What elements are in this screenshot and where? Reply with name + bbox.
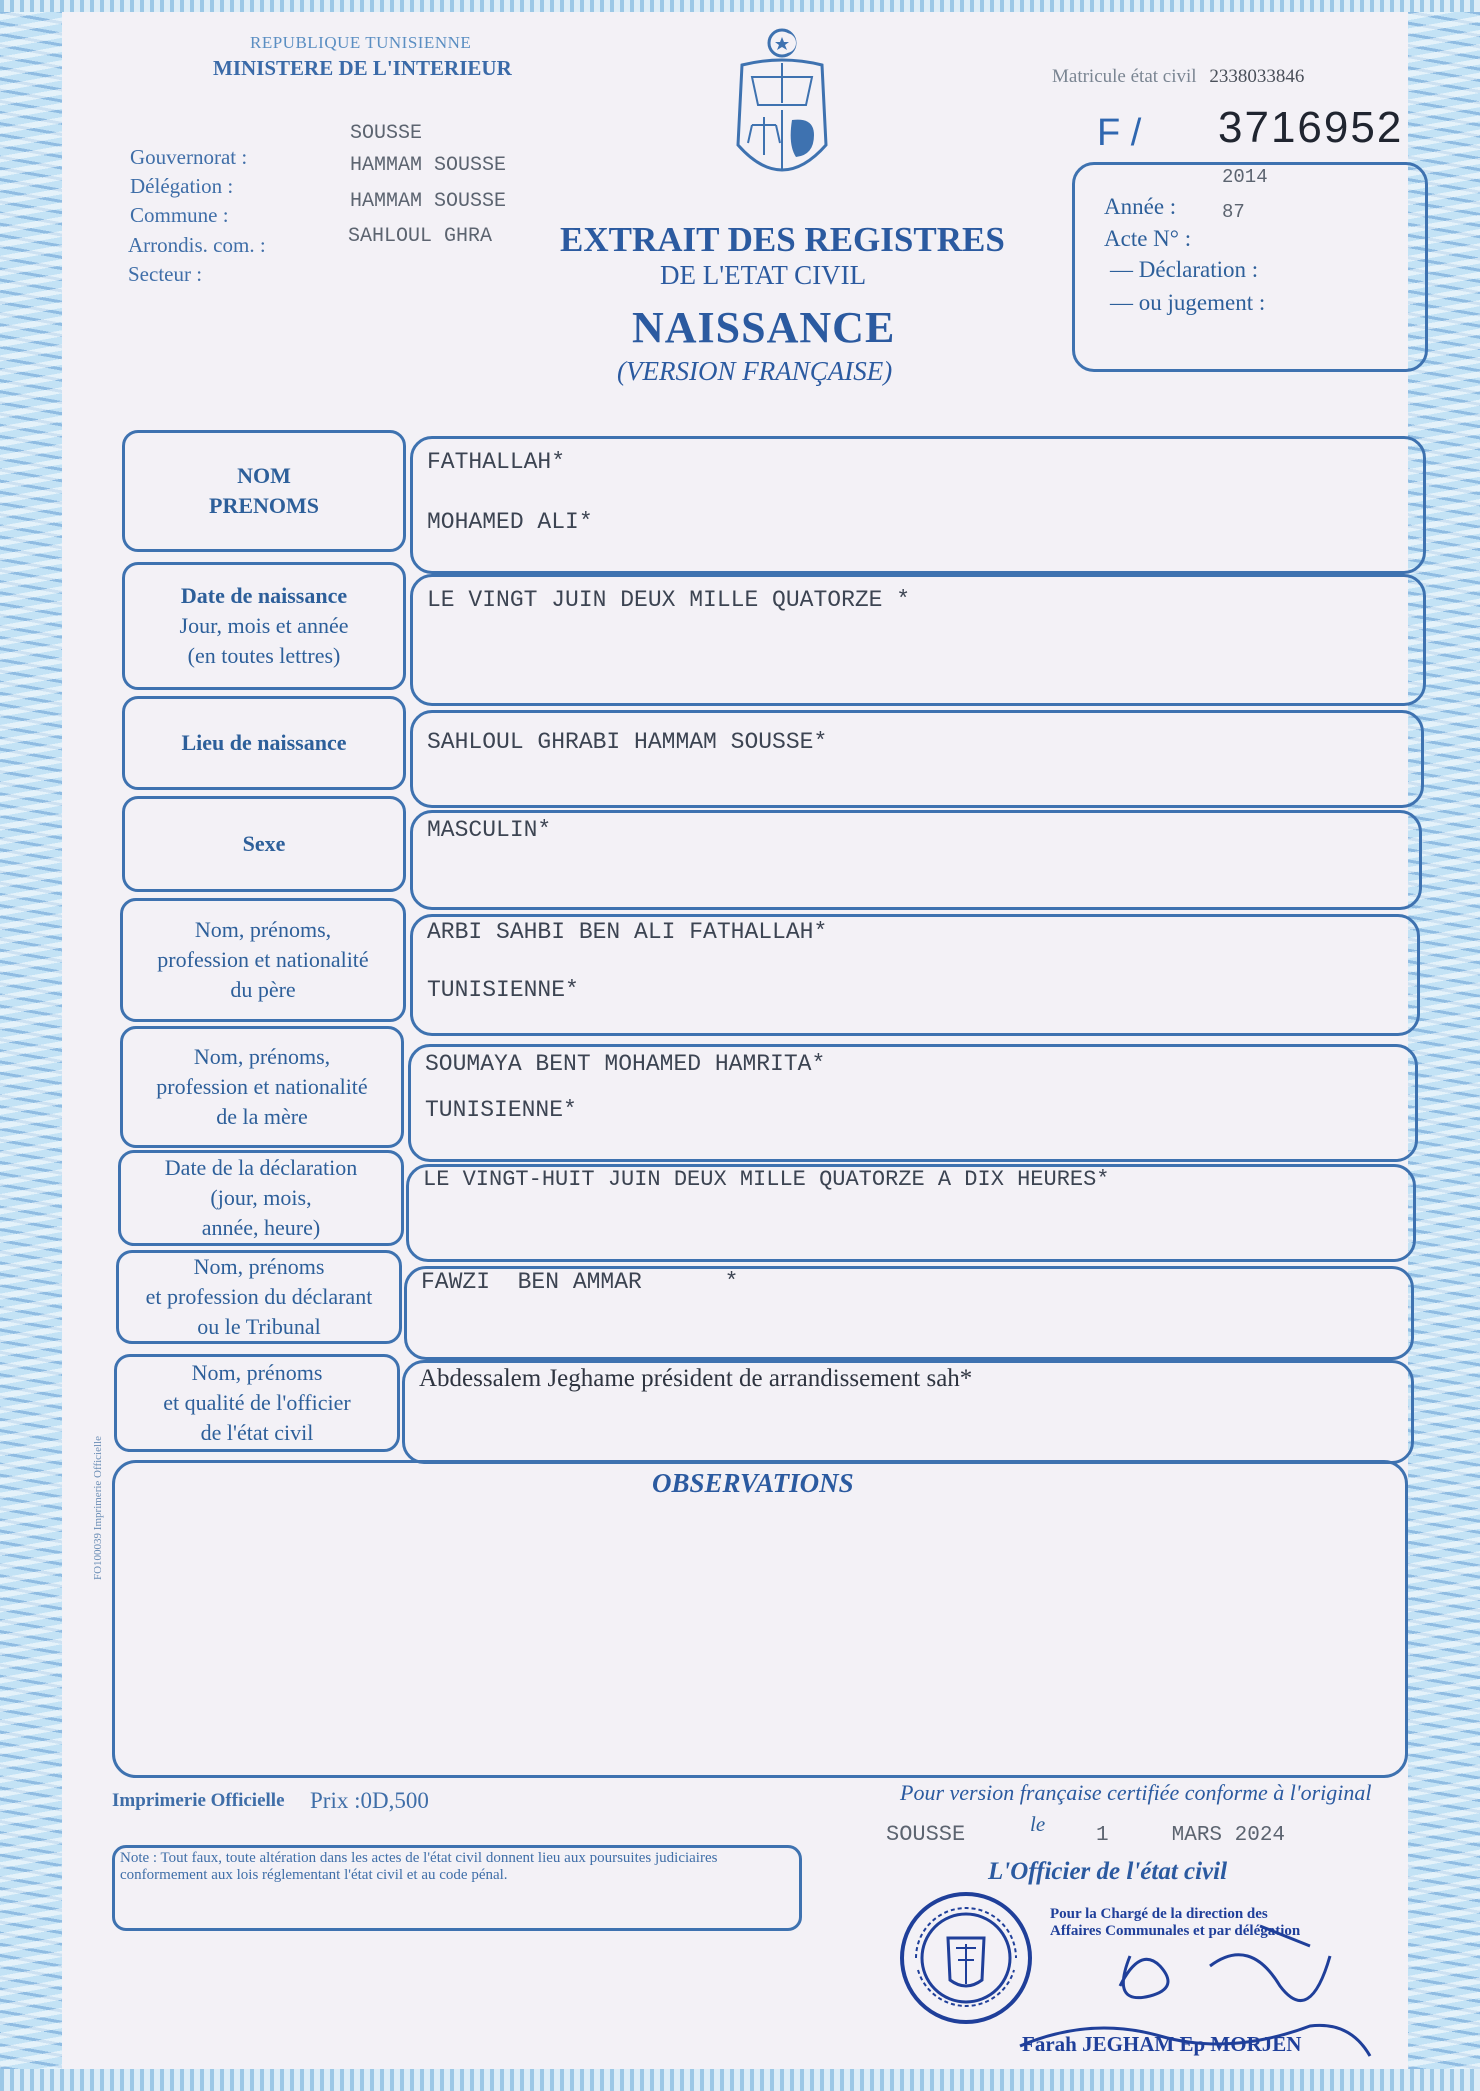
row-value-sexe [410,810,1422,910]
matricule-label: Matricule état civil [1052,66,1197,87]
value-officier: Abdessalem Jeghame président de arrandissement sah* [419,1365,973,1392]
document-title: EXTRAIT DES REGISTRES [560,220,1005,259]
label-officier-1: Nom, prénoms [191,1360,323,1386]
value-sexe: MASCULIN* [427,817,552,843]
document-subtitle: DE L'ETAT CIVIL [660,260,867,290]
annee-value: 2014 [1222,166,1268,188]
label-prenoms: PRENOMS [209,493,319,518]
document-type-title: NAISSANCE [632,303,896,352]
label-date-naissance-hint: Jour, mois et année [179,613,349,639]
label-arrondissement: Arrondis. com. : [128,233,266,257]
issue-date: 1 MARS 2024 [1096,1824,1286,1847]
label-secteur: Secteur : [128,262,203,286]
value-arrondissement: SAHLOUL GHRA [348,225,493,248]
jugement-label: — ou jugement : [1110,290,1266,315]
label-pere-1: Nom, prénoms, [194,917,332,943]
issue-city: SOUSSE [886,1822,966,1847]
row-value-nom [410,436,1426,574]
row-label-pere [120,898,406,1022]
value-declaration: LE VINGT-HUIT JUIN DEUX MILLE QUATORZE A DIX HEURES* [423,1167,1110,1192]
value-lieu-naissance: SAHLOUL GHRABI HAMMAM SOUSSE* [427,729,828,755]
label-nom: NOM [237,463,291,489]
stamp-delegation-text: Pour la Chargé de la direction des Affaires Communales et par délégation [1050,1906,1301,1939]
form-serial-number: 3716952 [1218,103,1404,152]
acte-label: Acte N° : [1104,226,1192,251]
value-gouvernorat: SOUSSE [350,122,423,145]
label-mere-1: Nom, prénoms, [193,1044,331,1070]
row-value-pere [410,914,1420,1036]
value-nom: FATHALLAH* [427,449,566,475]
label-declaration-1: Date de la déclaration [164,1155,358,1181]
ministry-heading: MINISTERE DE L'INTERIEUR [213,56,512,80]
version-caption: (VERSION FRANÇAISE) [617,356,893,386]
label-officier-2: et qualité de l'officier [163,1390,351,1416]
label-pere-2: profession et nationalité [157,947,369,973]
label-mere-2: profession et nationalité [156,1074,368,1100]
row-value-declarant [404,1266,1414,1360]
label-date-naissance: Date de naissance [180,583,348,609]
row-label-date-naissance [122,562,406,690]
certification-text: Pour version française certifiée conforme à l'original [900,1780,1372,1805]
declaration-label: — Déclaration : [1110,257,1259,282]
side-print-reference: FO100039 Imprimerie Officielle [92,1436,104,1580]
matricule-value: 2338033846 [1209,66,1305,87]
label-officier-3: de l'état civil [200,1419,314,1445]
label-declarant-2: et profession du déclarant [145,1284,373,1310]
observations-box [112,1460,1408,1778]
row-label-mere [120,1026,404,1148]
row-label-declarant [116,1250,402,1344]
annee-label: Année : [1104,194,1177,219]
row-label-lieu [122,696,406,790]
row-label-sexe [122,796,406,892]
value-commune: HAMMAM SOUSSE [350,190,507,213]
officer-title: L'Officier de l'état civil [988,1858,1228,1885]
label-date-naissance-hint2: (en toutes lettres) [187,642,341,668]
guilloche-border-left [0,0,62,2091]
label-delegation: Délégation : [130,174,234,198]
row-value-date-naissance [410,574,1426,706]
signatory-name: Farah JEGHAM Ep MORJEN [1022,2032,1302,2056]
label-mere-3: de la mère [216,1103,308,1129]
label-pere-3: du père [230,976,296,1002]
legal-note-text: Note : Tout faux, toute altération dans les actes de l'état civil donnent lieu aux poursuites judiciaires conformement aux lois réglementant l'état civil et au code pénal. [120,1850,718,1883]
republic-heading: REPUBLIQUE TUNISIENNE [250,33,472,52]
guilloche-border-top [0,0,1480,12]
value-prenoms: MOHAMED ALI* [427,509,593,535]
row-value-declaration [406,1164,1416,1262]
value-mere-nom: SOUMAYA BENT MOHAMED HAMRITA* [425,1051,826,1077]
label-declaration-2: (jour, mois, [210,1185,312,1211]
label-declarant-1: Nom, prénoms [193,1254,325,1280]
value-mere-nationalite: TUNISIENNE* [425,1097,577,1123]
label-declaration-3: année, heure) [201,1214,321,1240]
value-delegation: HAMMAM SOUSSE [350,154,507,177]
price-label: Prix :0D,500 [310,1788,429,1813]
label-lieu-naissance: Lieu de naissance [181,730,347,756]
printer-label: Imprimerie Officielle [112,1790,285,1811]
value-date-naissance: LE VINGT JUIN DEUX MILLE QUATORZE * [427,587,911,613]
value-pere-nom: ARBI SAHBI BEN ALI FATHALLAH* [427,919,828,945]
acte-value: 87 [1222,201,1245,223]
label-commune: Commune : [130,203,229,227]
row-label-nom [122,430,406,552]
issue-le: le [1030,1812,1046,1836]
label-declarant-3: ou le Tribunal [197,1313,321,1339]
value-declarant: FAWZI BEN AMMAR * [421,1269,739,1295]
row-value-lieu [410,710,1424,808]
row-label-officier [114,1354,400,1452]
row-label-declaration [118,1150,404,1246]
coat-of-arms-icon [722,25,842,205]
row-value-mere [408,1044,1418,1162]
form-series-label: F / [1097,112,1142,154]
label-sexe: Sexe [242,831,286,857]
value-pere-nationalite: TUNISIENNE* [427,977,579,1003]
label-gouvernorat: Gouvernorat : [130,145,248,169]
matricule [1052,66,1304,88]
observations-title: OBSERVATIONS [652,1468,854,1498]
row-value-officier [402,1360,1414,1464]
